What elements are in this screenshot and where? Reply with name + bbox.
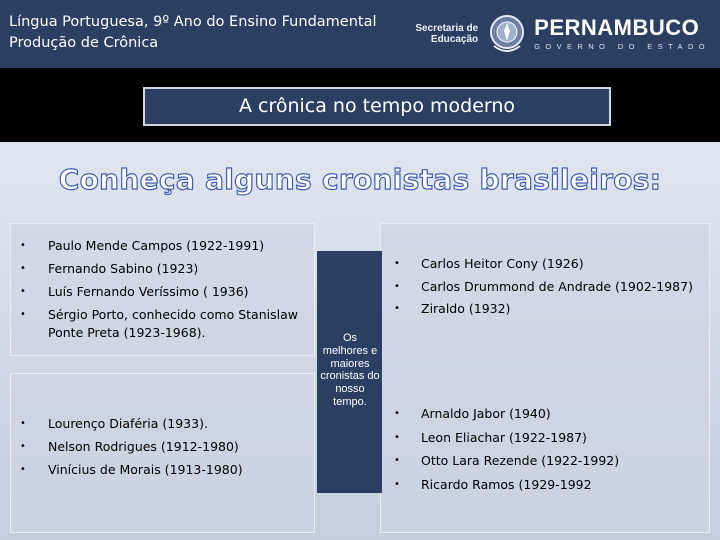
state-emblem-icon (488, 12, 526, 56)
list-item-text: Luís Fernando Veríssimo ( 1936) (48, 284, 249, 299)
list-item (394, 426, 706, 450)
bullet: • (394, 478, 400, 490)
list-item (20, 257, 310, 280)
bullet: • (20, 263, 26, 274)
list-item (20, 306, 310, 342)
header-bar (0, 0, 720, 68)
list-item-text: Arnaldo Jabor (1940) (421, 406, 551, 421)
bullet: • (20, 464, 26, 475)
bullet: • (20, 441, 26, 452)
bullet: • (394, 408, 400, 419)
list-item (394, 252, 706, 275)
bullet: • (20, 240, 26, 251)
secretaria-label (415, 23, 478, 45)
center-label: Os melhores e maiores cronistas do nosso tempo. (320, 332, 380, 408)
brand-subtitle: GOVERNO DO ESTADO (534, 42, 710, 51)
list-item-text: Carlos Drummond de Andrade (1902-1987) (421, 279, 693, 294)
secretaria-line1: Secretaria de (415, 23, 479, 34)
list-item (20, 412, 310, 435)
list-item-text: Vinícius de Morais (1913-1980) (48, 462, 243, 477)
list-item-text: Lourenço Diaféria (1933). (48, 416, 208, 431)
bullet: • (394, 303, 400, 314)
bullet: • (394, 258, 400, 269)
course-title-line1: Língua Portuguesa, 9º Ano do Ensino Fundamental (9, 14, 377, 30)
bullet: • (394, 281, 400, 292)
list-item (394, 297, 706, 320)
list-item-text: Otto Lara Rezende (1922-1992) (421, 453, 620, 468)
list-item-text: Ricardo Ramos (1929-1992 (421, 476, 592, 492)
list-item (394, 449, 706, 473)
list-item (394, 473, 706, 497)
list-item-text: Sérgio Porto, conhecido como Stanislaw Ponte Preta (1923-1968). (48, 307, 298, 340)
course-title-line2: Produção de Crônica (9, 35, 159, 51)
list-item-text: Fernando Sabino (1923) (48, 261, 199, 276)
slide-subtitle: Conheça alguns cronistas brasileiros: (58, 163, 662, 196)
list-item-text: Carlos Heitor Cony (1926) (421, 256, 584, 271)
list-item (394, 277, 706, 297)
government-logo (415, 8, 710, 60)
list-item (20, 280, 310, 303)
cronistas-list-left-bottom (20, 412, 310, 481)
bullet: • (20, 418, 26, 429)
list-item (20, 234, 310, 257)
list-item-text: Leon Eliachar (1922-1987) (421, 429, 587, 445)
secretaria-line2: Educação (430, 34, 479, 45)
bullet: • (394, 431, 400, 443)
bullet: • (20, 309, 26, 320)
list-item-text: Nelson Rodrigues (1912-1980) (48, 439, 239, 454)
list-item-text: Paulo Mende Campos (1922-1991) (48, 238, 265, 253)
list-item (394, 402, 706, 426)
list-item (20, 435, 310, 458)
cronistas-list-right-top (394, 252, 706, 320)
cronistas-list-right-bottom (394, 402, 706, 496)
brand-name: PERNAMBUCO (534, 15, 700, 40)
list-item-text: Ziraldo (1932) (421, 301, 511, 316)
slide-title-box (143, 87, 611, 126)
list-item (20, 458, 310, 481)
bullet: • (20, 286, 26, 297)
course-title (9, 12, 377, 54)
slide-title: A crônica no tempo moderno (238, 95, 516, 117)
bullet: • (394, 455, 400, 466)
cronistas-list-left-top (20, 234, 310, 342)
